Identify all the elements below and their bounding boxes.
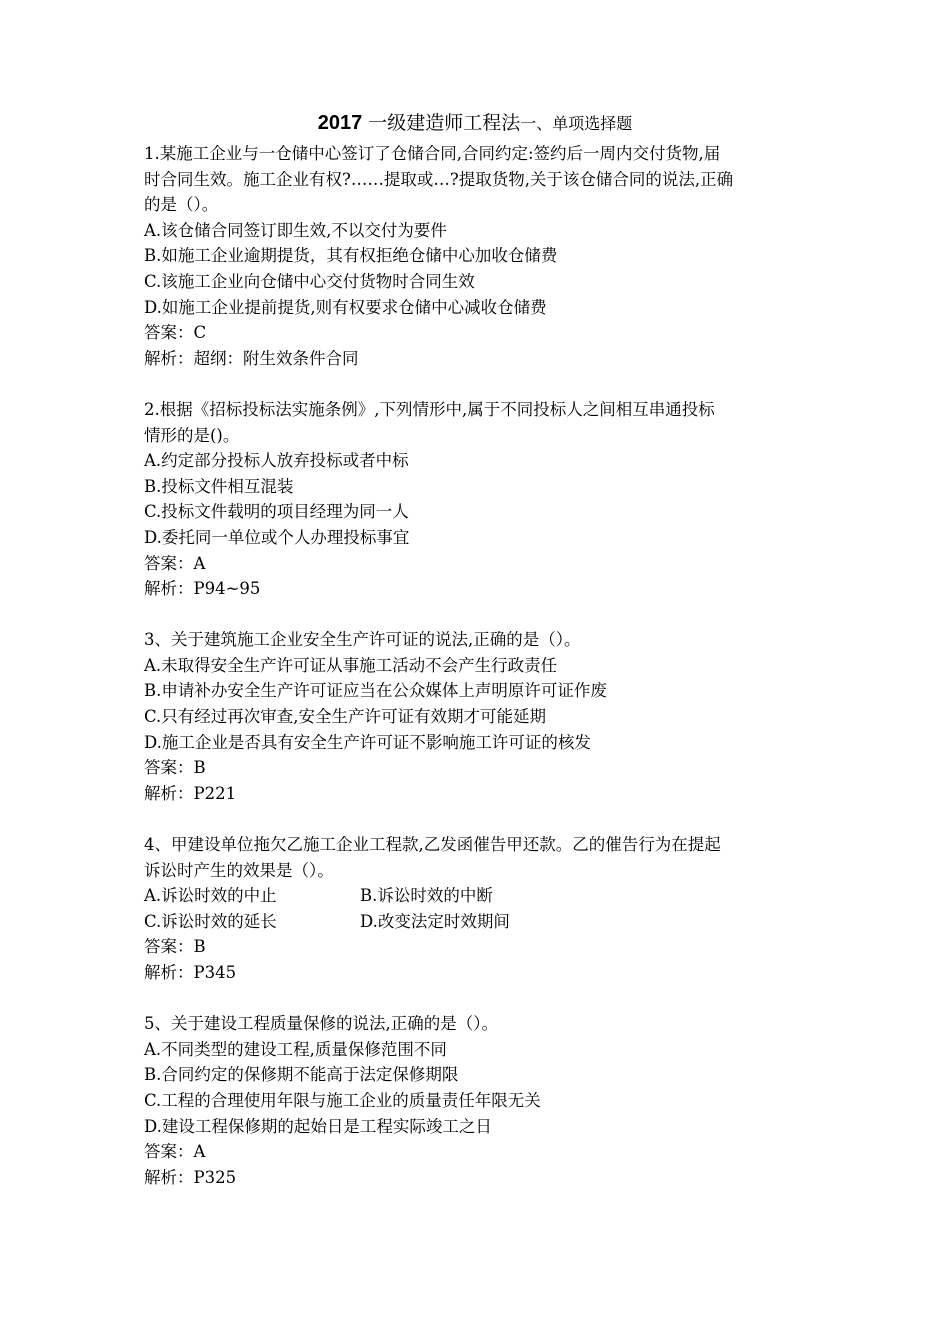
answer: 答案：A (144, 1142, 206, 1162)
question-3 (144, 627, 814, 806)
question-stem-line: 5、关于建设工程质量保修的说法,正确的是（）。 (144, 1014, 498, 1034)
answer: 答案：B (144, 937, 206, 957)
question-stem-line: 的是（）。 (144, 195, 219, 215)
option-a: A.该仓储合同签订即生效,不以交付为要件 (144, 220, 447, 240)
option-c: C.该施工企业向仓储中心交付货物时合同生效 (144, 271, 475, 291)
option-b: B.合同约定的保修期不能高于法定保修期限 (144, 1065, 459, 1085)
option-b: B.诉讼时效的中断 (360, 886, 493, 906)
option-b: B.申请补办安全生产许可证应当在公众媒体上声明原许可证作废 (144, 681, 607, 701)
analysis: 解析：P94~95 (144, 579, 261, 599)
title-year: 2017 (317, 112, 363, 134)
option-row (144, 883, 814, 909)
document-title (0, 110, 950, 137)
option-c: C.工程的合理使用年限与施工企业的质量责任年限无关 (144, 1090, 541, 1110)
option-d: D.施工企业是否具有安全生产许可证不影响施工许可证的核发 (144, 732, 591, 752)
option-b: B.投标文件相互混装 (144, 476, 294, 496)
question-stem-line: 4、甲建设单位拖欠乙施工企业工程款,乙发函催告甲还款。乙的催告行为在提起 (144, 835, 721, 855)
question-stem-line: 1.某施工企业与一仓储中心签订了仓储合同,合同约定:签约后一周内交付货物,届 (144, 144, 721, 163)
answer: 答案：A (144, 553, 206, 573)
question-5 (144, 1011, 814, 1190)
question-stem-line: 情形的是()。 (144, 425, 240, 445)
answer: 答案：C (144, 323, 207, 343)
question-1 (144, 141, 814, 371)
question-stem-line: 诉讼时产生的效果是（）。 (144, 860, 334, 880)
question-2 (144, 397, 814, 602)
title-subtitle: 一、单项选择题 (520, 114, 633, 133)
option-d: D.改变法定时效期间 (360, 911, 510, 931)
question-stem-line: 2.根据《招标投标法实施条例》,下列情形中,属于不同投标人之间相互串通投标 (144, 399, 715, 419)
analysis: 解析：P221 (144, 783, 237, 803)
option-d: D.建设工程保修期的起始日是工程实际竣工之日 (144, 1116, 492, 1136)
title-main: 一级建造师工程法 (362, 112, 521, 134)
option-row (144, 909, 814, 935)
spacer (144, 986, 814, 1012)
question-list (144, 141, 814, 1190)
option-c: C.投标文件载明的项目经理为同一人 (144, 502, 409, 522)
option-a: A.未取得安全生产许可证从事施工活动不会产生行政责任 (144, 655, 558, 675)
analysis: 解析：超纲：附生效条件合同 (144, 348, 359, 368)
question-stem-line: 3、关于建筑施工企业安全生产许可证的说法,正确的是（）。 (144, 630, 581, 650)
analysis: 解析：P325 (144, 1167, 237, 1187)
option-c: C.诉讼时效的延长 (144, 911, 277, 931)
option-a: A.诉讼时效的中止 (144, 886, 277, 906)
option-c: C.只有经过再次审查,安全生产许可证有效期才可能延期 (144, 707, 547, 727)
question-4 (144, 832, 814, 986)
spacer (144, 806, 814, 832)
spacer (144, 371, 814, 397)
question-stem-line: 时合同生效。施工企业有权?……提取或…?提取货物,关于该仓储合同的说法,正确 (144, 169, 734, 189)
spacer (144, 602, 814, 628)
answer: 答案：B (144, 758, 206, 778)
option-a: A.不同类型的建设工程,质量保修范围不同 (144, 1039, 447, 1059)
option-d: D.委托同一单位或个人办理投标事宜 (144, 527, 410, 547)
analysis: 解析：P345 (144, 963, 237, 982)
option-a: A.约定部分投标人放弃投标或者中标 (144, 451, 409, 471)
option-b: B.如施工企业逾期提货，其有权拒绝仓储中心加收仓储费 (144, 246, 558, 266)
option-d: D.如施工企业提前提货,则有权要求仓储中心减收仓储费 (144, 297, 547, 317)
